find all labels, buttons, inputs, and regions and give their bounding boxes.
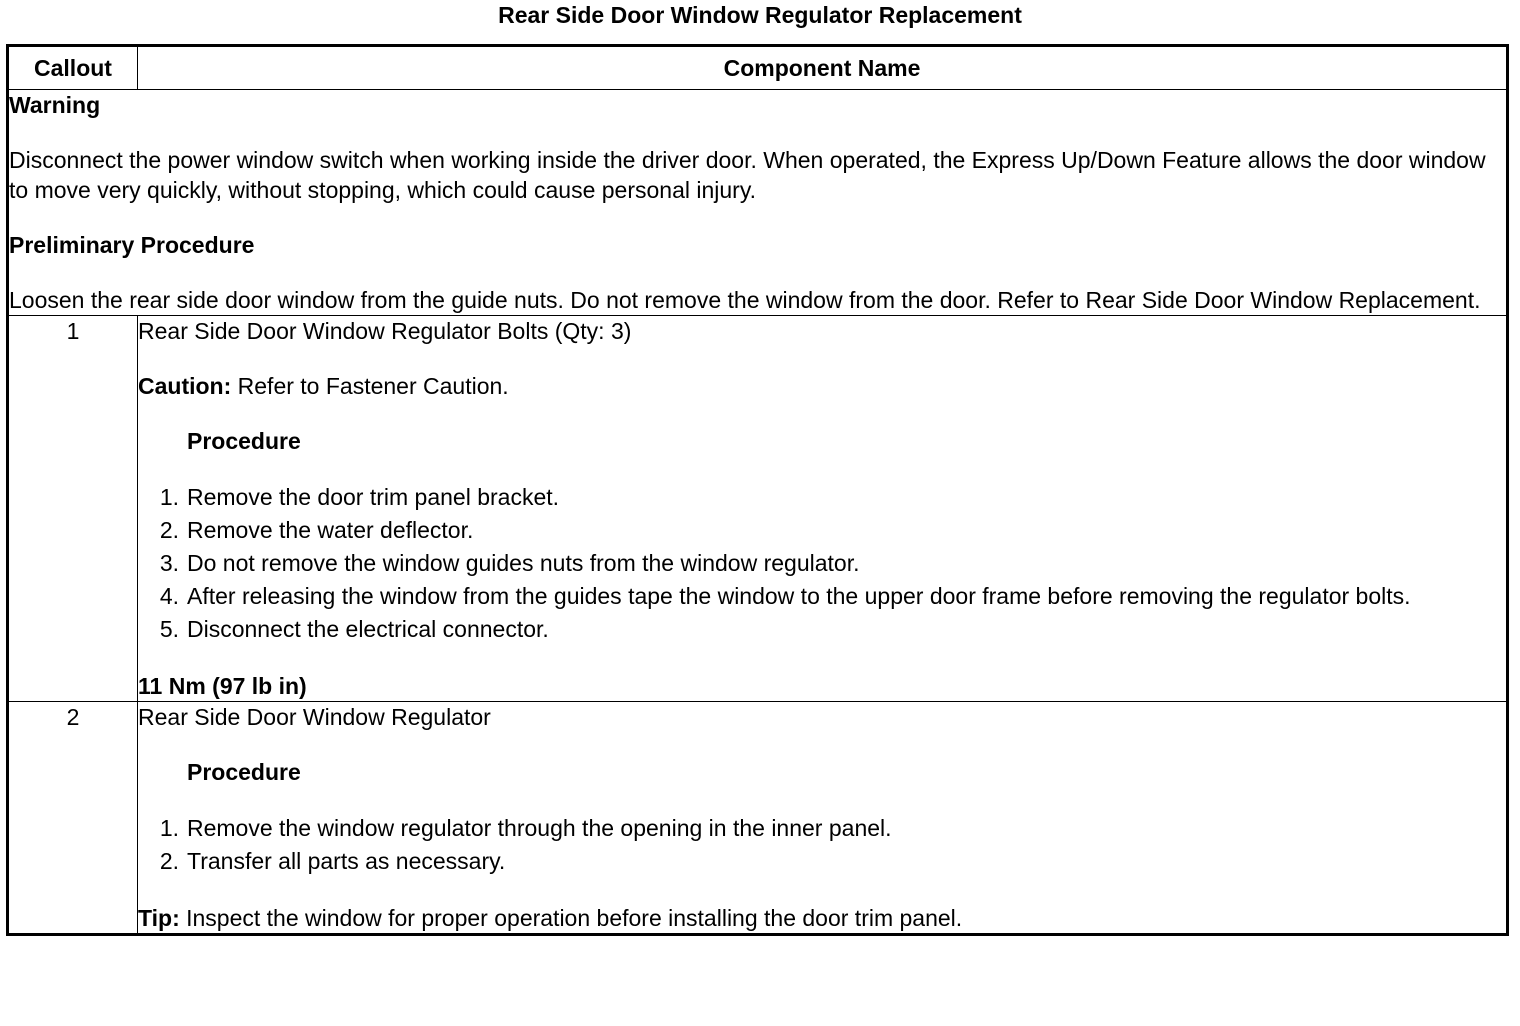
warning-text: Disconnect the power window switch when working inside the driver door. When operated, the Express Up/Down Feature allows the door window to move very quickly, without stopping, which could cause personal injury. (9, 147, 1486, 203)
step-number: 3. (159, 550, 179, 576)
list-item (159, 613, 1506, 646)
procedure-heading: Procedure (187, 759, 301, 785)
step-number: 1. (159, 815, 179, 841)
tip-text: Inspect the window for proper operation before installing the door trim panel. (179, 905, 963, 931)
table-row (8, 702, 1508, 935)
procedure-table (6, 44, 1509, 936)
header-callout: Callout (8, 46, 138, 90)
tip-note (138, 903, 1506, 933)
page-title: Rear Side Door Window Regulator Replacement (498, 2, 1022, 28)
step-number: 2. (159, 848, 179, 874)
caution-note (138, 371, 1506, 401)
component-cell (138, 702, 1508, 935)
list-item (159, 580, 1506, 613)
procedure-steps (138, 481, 1506, 646)
step-number: 4. (159, 583, 179, 609)
callout-cell: 1 (8, 316, 138, 702)
procedure-steps (138, 812, 1506, 878)
table-header-row (8, 46, 1508, 90)
intro-row (8, 90, 1508, 316)
step-text: Do not remove the window guides nuts from the window regulator. (187, 550, 860, 576)
step-number: 1. (159, 484, 179, 510)
preliminary-text: Loosen the rear side door window from the guide nuts. Do not remove the window from the door. Refer to Rear Side Door Window Replacement. (9, 287, 1481, 313)
component-cell (138, 316, 1508, 702)
table-row (8, 316, 1508, 702)
list-item (159, 481, 1506, 514)
step-number: 2. (159, 517, 179, 543)
header-component-name: Component Name (138, 46, 1508, 90)
caution-text: Refer to Fastener Caution. (231, 373, 509, 399)
intro-cell (8, 90, 1508, 316)
caution-label: Caution: (138, 373, 232, 399)
step-text: Remove the window regulator through the opening in the inner panel. (187, 815, 892, 841)
list-item (159, 547, 1506, 580)
tip-label: Tip: (138, 905, 180, 931)
torque-spec: 11 Nm (97 lb in) (138, 673, 307, 699)
step-text: Transfer all parts as necessary. (187, 848, 506, 874)
step-text: Remove the door trim panel bracket. (187, 484, 560, 510)
callout-cell: 2 (8, 702, 138, 935)
step-text: After releasing the window from the guides tape the window to the upper door frame before removing the regulator bolts. (187, 583, 1411, 609)
step-text: Remove the water deflector. (187, 517, 474, 543)
component-name: Rear Side Door Window Regulator Bolts (Qty: 3) (138, 318, 632, 344)
warning-heading: Warning (9, 92, 101, 118)
list-item (159, 845, 1506, 878)
list-item (159, 812, 1506, 845)
step-text: Disconnect the electrical connector. (187, 616, 549, 642)
procedure-heading: Procedure (187, 428, 301, 454)
component-name: Rear Side Door Window Regulator (138, 704, 491, 730)
list-item (159, 514, 1506, 547)
step-number: 5. (159, 616, 179, 642)
preliminary-heading: Preliminary Procedure (9, 232, 255, 258)
